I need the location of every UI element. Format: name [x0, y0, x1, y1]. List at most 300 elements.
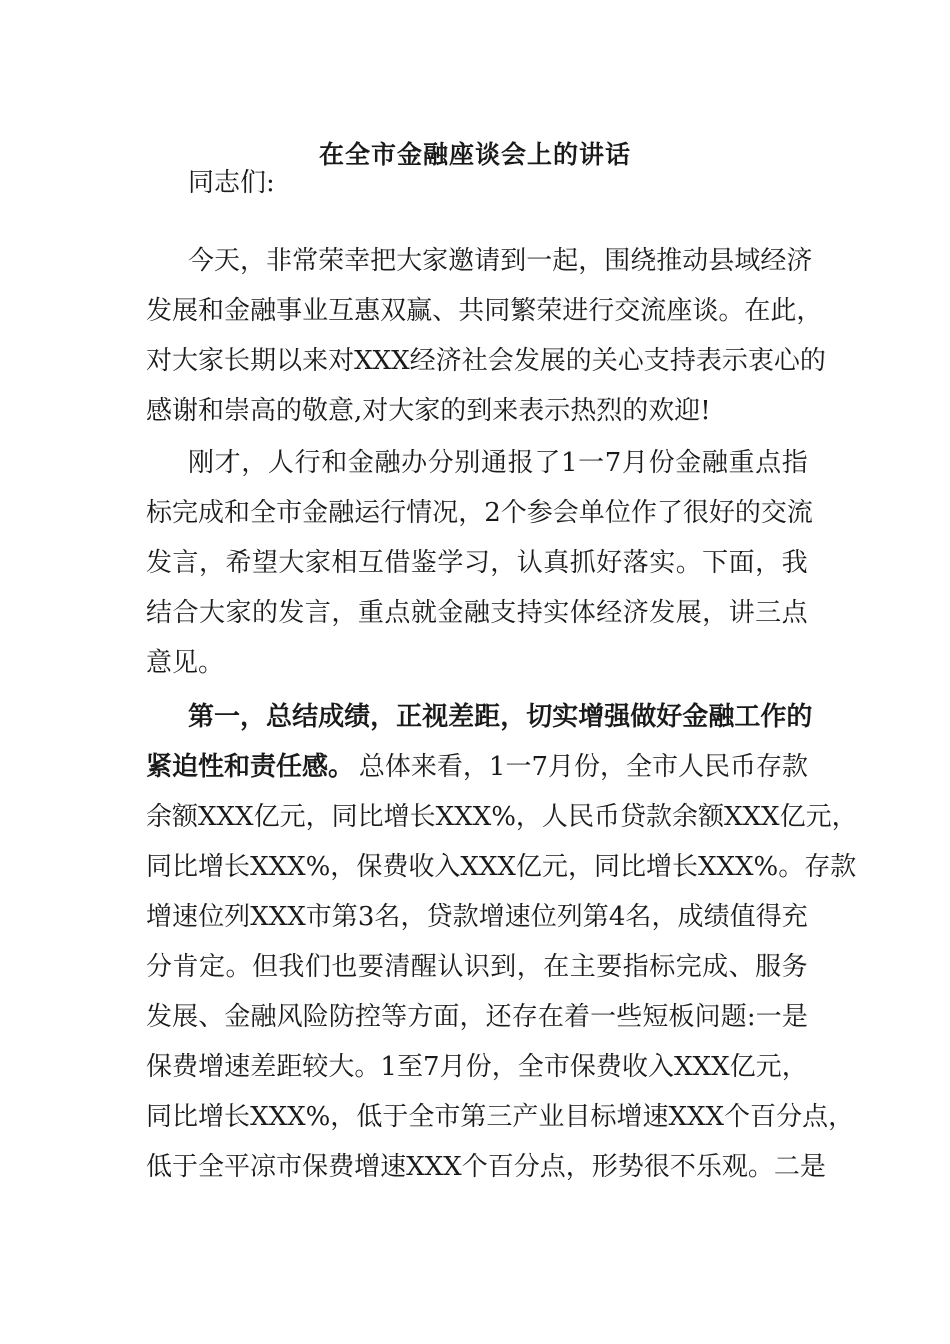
text-token: 名	[625, 902, 652, 932]
text-token: 才	[214, 448, 241, 478]
text-token: 三	[486, 1102, 513, 1132]
p3-line-6	[146, 992, 808, 1042]
text-token: 分	[513, 1152, 540, 1182]
text-token: 个	[500, 498, 527, 528]
text-token: 人	[541, 802, 568, 832]
text-token: 好	[708, 498, 735, 528]
p3-line-2	[146, 792, 858, 842]
text-token: 指	[622, 952, 649, 982]
text-token: 入	[648, 1052, 675, 1082]
text-token: 第	[188, 702, 215, 732]
text-token: 于	[382, 1102, 409, 1132]
text-token: XXX%	[250, 852, 331, 882]
text-token: 速	[504, 902, 531, 932]
text-token: 交	[614, 296, 641, 326]
text-token: 民	[567, 802, 594, 832]
text-token: 贷	[619, 802, 646, 832]
text-token: 表	[695, 346, 722, 376]
text-token: 请	[474, 246, 501, 276]
text-token: 位	[530, 902, 557, 932]
text-token: 市	[276, 498, 303, 528]
p1-line-4	[146, 386, 808, 436]
text-token: 凉	[250, 1152, 277, 1182]
text-token: 长	[224, 852, 251, 882]
text-token: 就	[410, 598, 437, 628]
text-token: 济	[786, 246, 813, 276]
text-token: 言	[304, 598, 331, 628]
text-token: 好	[656, 702, 683, 732]
text-token: 1	[560, 448, 578, 478]
text-token: 持	[669, 346, 696, 376]
text-token: 第	[582, 902, 609, 932]
text-token: 保	[146, 1052, 173, 1082]
text-token: 距	[474, 702, 501, 732]
text-token: 方	[407, 1002, 434, 1032]
text-token: 比	[172, 1102, 199, 1132]
text-token: 低	[146, 1152, 173, 1182]
text-token: 好	[596, 548, 623, 578]
text-token: 融	[701, 448, 728, 478]
text-token: 的	[786, 702, 813, 732]
text-token: 切	[526, 702, 553, 732]
text-token: 发	[649, 598, 676, 628]
p1-line-1	[188, 236, 813, 286]
text-token: 此	[770, 296, 797, 326]
text-token: 支	[490, 598, 517, 628]
text-token: ，	[198, 548, 225, 578]
text-token: 速	[642, 1102, 669, 1132]
text-token: 在	[744, 296, 771, 326]
text-token: 全	[408, 1102, 435, 1132]
text-token: 市	[305, 902, 332, 932]
text-token: 余	[672, 802, 699, 832]
text-token: XXX	[406, 1152, 462, 1182]
text-token: 点	[781, 598, 808, 628]
text-token: 但	[251, 952, 278, 982]
text-token: XXX	[674, 1052, 730, 1082]
text-token: 展	[539, 346, 566, 376]
text-token: 大	[396, 246, 423, 276]
text-token: 要	[596, 952, 623, 982]
text-token: 家	[304, 548, 331, 578]
text-token: 行	[588, 296, 615, 326]
text-token: 元	[279, 802, 306, 832]
text-token: 发	[146, 548, 173, 578]
text-token: 增	[383, 802, 410, 832]
text-token: 实	[543, 598, 570, 628]
text-token: 款	[830, 852, 857, 882]
text-token: 风	[276, 1002, 303, 1032]
text-token: 增	[198, 1102, 225, 1132]
text-token: 们	[304, 952, 331, 982]
text-token: 济	[435, 346, 462, 376]
text-token: 发	[513, 346, 540, 376]
text-token: 成	[702, 952, 729, 982]
p3-line-9	[146, 1142, 826, 1192]
text-token: 业	[538, 1102, 565, 1132]
text-token: 不	[669, 1152, 696, 1182]
text-token: 金	[302, 498, 329, 528]
text-token: 经	[760, 246, 787, 276]
text-token: 增	[578, 702, 605, 732]
text-token: 标	[146, 498, 173, 528]
text-token: ，	[241, 448, 268, 478]
text-token: ，	[578, 246, 605, 276]
text-token: 展	[172, 1002, 199, 1032]
text-token: ，	[516, 952, 543, 982]
text-token: 和	[224, 498, 251, 528]
text-token: 在	[543, 952, 570, 982]
text-token: 额	[698, 802, 725, 832]
text-token: 我	[781, 548, 808, 578]
salutation	[188, 158, 808, 208]
text-token: 望	[251, 548, 278, 578]
text-token: 座	[666, 296, 693, 326]
p3-line-1-rest: 总体来看，1一7月份，全市人民币存款	[358, 752, 808, 782]
text-token: 位	[198, 902, 225, 932]
text-token: 人	[267, 448, 294, 478]
text-token: 亿	[515, 852, 542, 882]
text-token: 别	[454, 448, 481, 478]
text-token: 互	[357, 548, 384, 578]
text-token: 第	[331, 902, 358, 932]
text-token: 于	[172, 1152, 199, 1182]
text-token: 融	[250, 1002, 277, 1032]
text-token: 等	[381, 1002, 408, 1032]
text-token: 月	[621, 448, 648, 478]
text-token: 况	[432, 498, 459, 528]
p2-line-5	[146, 638, 808, 688]
text-token: 心	[617, 346, 644, 376]
text-token: 讲	[728, 598, 755, 628]
text-token: XXX	[250, 902, 306, 932]
text-token: 的	[565, 346, 592, 376]
text-token: 展	[172, 296, 199, 326]
text-token: 家	[422, 246, 449, 276]
text-token: 大	[328, 1052, 355, 1082]
text-token: 着	[564, 1002, 591, 1032]
text-token: 还	[485, 1002, 512, 1032]
text-token: 刚	[188, 448, 215, 478]
text-token: 认	[516, 548, 543, 578]
text-token: 是	[781, 1002, 808, 1032]
text-token: 较	[302, 1052, 329, 1082]
text-token: 防	[328, 1002, 355, 1032]
text-token: 费	[172, 1052, 199, 1082]
text-token: 作	[630, 498, 657, 528]
text-token: 流	[786, 498, 813, 528]
text-token: 工	[734, 702, 761, 732]
text-token: 得	[755, 902, 782, 932]
text-token: 形	[591, 1152, 618, 1182]
text-token: 成	[677, 902, 704, 932]
text-token: 行	[294, 448, 321, 478]
text-token: 天	[214, 246, 241, 276]
text-token: 发	[146, 1002, 173, 1032]
text-token: 融	[328, 498, 355, 528]
text-token: 比	[357, 802, 384, 832]
text-token: 报	[507, 448, 534, 478]
text-token: 1	[380, 1052, 397, 1082]
text-token: 鉴	[410, 548, 437, 578]
text-token: XXX%	[435, 802, 516, 832]
text-token: 长	[224, 346, 251, 376]
text-token: 成	[198, 498, 225, 528]
text-token: 3	[357, 902, 375, 932]
text-token: 平	[224, 1152, 251, 1182]
text-token: 币	[593, 802, 620, 832]
text-token: 势	[617, 1152, 644, 1182]
p3-heading-line-1	[188, 692, 813, 742]
text-token: 问	[694, 1002, 721, 1032]
text-token: 起	[552, 246, 579, 276]
text-token: 增	[198, 1052, 225, 1082]
text-token: 金	[437, 598, 464, 628]
text-token: 分	[427, 448, 454, 478]
text-token: ，	[515, 802, 542, 832]
text-token: ，	[796, 296, 823, 326]
text-token: 元	[541, 852, 568, 882]
text-token: 来	[302, 346, 329, 376]
text-token: XXX	[668, 1102, 725, 1132]
text-token: 。	[778, 852, 805, 882]
text-token: 合	[172, 598, 199, 628]
text-token: 绩	[344, 702, 371, 732]
text-token: 体	[569, 598, 596, 628]
text-token: 乐	[695, 1152, 722, 1182]
text-token: 衷	[747, 346, 774, 376]
text-token: 实	[649, 548, 676, 578]
text-token: 下	[702, 548, 729, 578]
text-token: 比	[619, 852, 646, 882]
text-token: 务	[781, 952, 808, 982]
text-token: 今	[188, 246, 215, 276]
text-token: 控	[355, 1002, 382, 1032]
text-token: 落	[622, 548, 649, 578]
text-token: 的	[799, 346, 826, 376]
text-token: 个	[724, 1102, 751, 1132]
text-token: 谈	[692, 296, 719, 326]
text-token: 家	[225, 598, 252, 628]
text-token: 保	[569, 1052, 596, 1082]
text-token: 支	[643, 346, 670, 376]
text-token: 和	[321, 448, 348, 478]
text-token: 长	[224, 1102, 251, 1132]
text-token: XXX	[354, 346, 410, 376]
text-token: ，	[400, 902, 427, 932]
text-token: 邀	[448, 246, 475, 276]
text-token: 真	[543, 548, 570, 578]
text-token: 期	[250, 346, 277, 376]
text-token: 产	[512, 1102, 539, 1132]
text-token: 标	[649, 952, 676, 982]
text-token: 存	[511, 1002, 538, 1032]
text-token: 做	[630, 702, 657, 732]
text-token: 希	[225, 548, 252, 578]
text-token: 金	[347, 448, 374, 478]
text-token: 列	[556, 902, 583, 932]
text-token: 亿	[253, 802, 280, 832]
text-token: 同	[331, 802, 358, 832]
text-token: 收	[621, 1052, 648, 1082]
text-token: 主	[569, 952, 596, 982]
text-token: 视	[422, 702, 449, 732]
text-token: 市	[434, 1102, 461, 1132]
text-token: ，	[565, 1152, 592, 1182]
text-token: 共	[458, 296, 485, 326]
text-token: 比	[172, 852, 199, 882]
text-token: 荣	[536, 296, 563, 326]
text-token: 个	[461, 1152, 488, 1182]
text-token: 份	[465, 1052, 492, 1082]
text-token: 一	[526, 246, 553, 276]
text-token: 元	[755, 1052, 782, 1082]
text-token: ，	[240, 702, 267, 732]
text-token: 心	[773, 346, 800, 376]
text-token: 差	[448, 702, 475, 732]
text-token: XXX	[460, 852, 516, 882]
text-token: 情	[406, 498, 433, 528]
text-token: 位	[604, 498, 631, 528]
text-token: 融	[463, 598, 490, 628]
text-token: 重	[357, 598, 384, 628]
text-token: 对	[146, 346, 173, 376]
text-token: 款	[645, 802, 672, 832]
text-token: 结	[292, 702, 319, 732]
text-token: 成	[318, 702, 345, 732]
text-token: 学	[437, 548, 464, 578]
text-token: XXX	[198, 802, 254, 832]
text-token: 单	[578, 498, 605, 528]
text-token: 余	[146, 802, 173, 832]
text-token: 到	[490, 952, 517, 982]
text-token: 标	[590, 1102, 617, 1132]
text-token: 经	[596, 598, 623, 628]
text-token: 保	[356, 852, 383, 882]
text-token: 百	[487, 1152, 514, 1182]
text-token: 充	[781, 902, 808, 932]
text-token: 到	[500, 246, 527, 276]
text-token: 7	[604, 448, 622, 478]
text-token: ，	[755, 548, 782, 578]
text-token: 和	[198, 296, 225, 326]
text-token: 业	[302, 296, 329, 326]
text-token: 县	[708, 246, 735, 276]
text-token: 险	[302, 1002, 329, 1032]
text-token: 交	[760, 498, 787, 528]
text-token: 列	[224, 902, 251, 932]
text-token: 、	[432, 296, 459, 326]
text-token: 惠	[354, 296, 381, 326]
text-token: 关	[591, 346, 618, 376]
text-token: 全	[198, 1152, 225, 1182]
text-token: 收	[408, 852, 435, 882]
text-token: 增	[354, 1152, 381, 1182]
text-token: 总	[266, 702, 293, 732]
text-token: 速	[380, 1152, 407, 1182]
text-token: 动	[682, 246, 709, 276]
text-token: 速	[224, 1052, 251, 1082]
text-token: 份	[648, 448, 675, 478]
text-token: 费	[595, 1052, 622, 1082]
text-token: 同	[146, 1102, 173, 1132]
text-token: 、	[198, 1002, 225, 1032]
text-token: 目	[564, 1102, 591, 1132]
text-token: 融	[374, 448, 401, 478]
text-token: 面	[728, 548, 755, 578]
text-token: 存	[804, 852, 831, 882]
text-token: ，	[651, 902, 678, 932]
text-token: 结	[146, 598, 173, 628]
text-token: ，	[330, 1102, 357, 1132]
p1-line-2	[146, 286, 823, 336]
text-token: 至	[397, 1052, 424, 1082]
p3-line-1	[146, 742, 808, 792]
text-token: XXX%	[698, 852, 779, 882]
text-token: 金	[224, 1002, 251, 1032]
text-token: 速	[172, 902, 199, 932]
text-token: 通	[481, 448, 508, 478]
text-token: 费	[328, 1152, 355, 1182]
text-token: 同	[146, 852, 173, 882]
text-token: 全	[250, 498, 277, 528]
text-token: ，	[781, 1052, 808, 1082]
text-token: 观	[721, 1152, 748, 1182]
text-token: 市	[276, 1152, 303, 1182]
text-token: ，	[567, 852, 594, 882]
p2-line-2	[146, 488, 813, 538]
text-token: 幸	[344, 246, 371, 276]
text-token: 。	[354, 1052, 381, 1082]
text-token: :	[746, 1002, 756, 1032]
text-token: 会	[552, 498, 579, 528]
text-token: 。	[718, 296, 745, 326]
text-token: 持	[516, 598, 543, 628]
text-token: 要	[357, 952, 384, 982]
text-token: 融	[708, 702, 735, 732]
text-token: 点	[802, 1102, 829, 1132]
text-token: 增	[616, 1102, 643, 1132]
text-token: 绕	[630, 246, 657, 276]
text-token: 域	[734, 246, 761, 276]
text-token: 入	[434, 852, 461, 882]
text-token: 些	[616, 1002, 643, 1032]
text-token: 长	[672, 852, 699, 882]
text-token: 正	[396, 702, 423, 732]
text-token: 的	[734, 498, 761, 528]
text-token: 定	[198, 952, 225, 982]
text-token: 一	[590, 1002, 617, 1032]
p3-line-3	[146, 842, 857, 892]
text-token: 济	[622, 598, 649, 628]
text-token: ，	[459, 1002, 486, 1032]
text-token: 繁	[510, 296, 537, 326]
text-token: 增	[478, 902, 505, 932]
text-token: 识	[463, 952, 490, 982]
text-token: 绩	[703, 902, 730, 932]
p3-line-5	[146, 942, 808, 992]
text-token: 发	[278, 598, 305, 628]
text-token: 市	[543, 1052, 570, 1082]
text-token: 增	[645, 852, 672, 882]
text-token: 一	[214, 702, 241, 732]
text-token: 完	[675, 952, 702, 982]
text-token: 常	[292, 246, 319, 276]
text-token: 大	[198, 598, 225, 628]
text-token: 值	[729, 902, 756, 932]
text-token: 大	[172, 346, 199, 376]
text-token: 也	[331, 952, 358, 982]
